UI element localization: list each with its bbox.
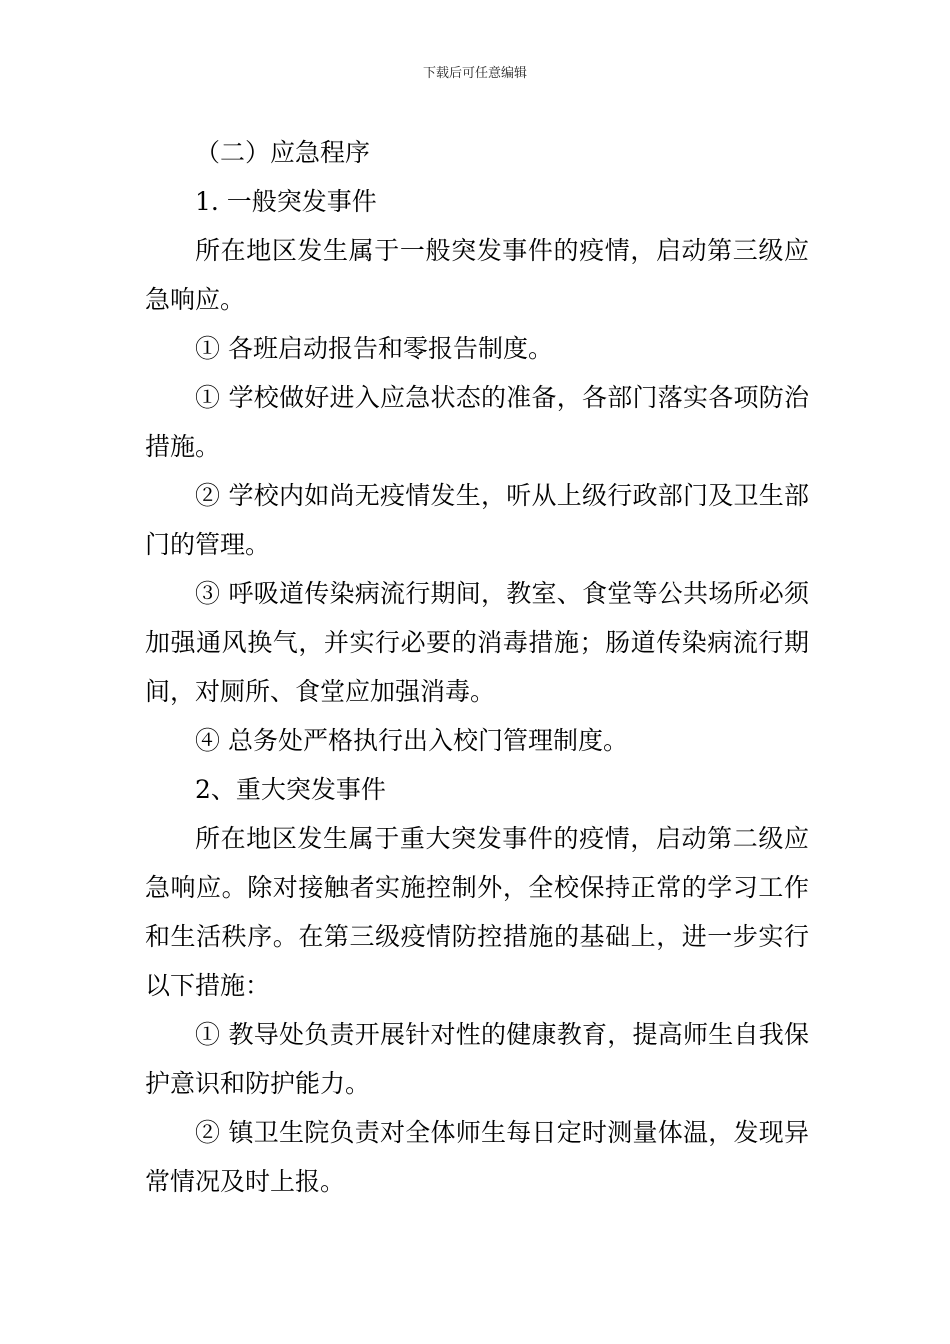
list-item: ③ 呼吸道传染病流行期间，教室、食堂等公共场所必须加强通风换气，并实行必要的消毒措施；肠道传染病流行期间，对厕所、食堂应加强消毒。 — [145, 579, 809, 706]
list-item: ① 各班启动报告和零报告制度。 — [195, 334, 553, 363]
body-paragraph: 所在地区发生属于一般突发事件的疫情，启动第三级应急响应。 — [145, 236, 809, 314]
list-item: ② 学校内如尚无疫情发生，听从上级行政部门及卫生部门的管理。 — [145, 481, 809, 559]
list-item: ④ 总务处严格执行出入校门管理制度。 — [195, 726, 628, 755]
subsection-heading: 2、重大突发事件 — [195, 775, 386, 804]
body-paragraph: 所在地区发生属于重大突发事件的疫情，启动第二级应急响应。除对接触者实施控制外，全校保持正常的学习工作和生活秩序。在第三级疫情防控措施的基础上，进一步实行以下措施： — [145, 824, 809, 1000]
list-item: ① 学校做好进入应急状态的准备，各部门落实各项防治措施。 — [145, 383, 809, 461]
section-heading: （二）应急程序 — [195, 138, 371, 167]
subsection-heading: 1. 一般突发事件 — [195, 187, 377, 216]
list-item: ① 教导处负责开展针对性的健康教育，提高师生自我保护意识和防护能力。 — [145, 1020, 809, 1098]
document-body — [145, 128, 809, 1206]
page-header-note: 下载后可任意编辑 — [422, 66, 527, 81]
list-item: ② 镇卫生院负责对全体师生每日定时测量体温，发现异常情况及时上报。 — [145, 1118, 809, 1196]
